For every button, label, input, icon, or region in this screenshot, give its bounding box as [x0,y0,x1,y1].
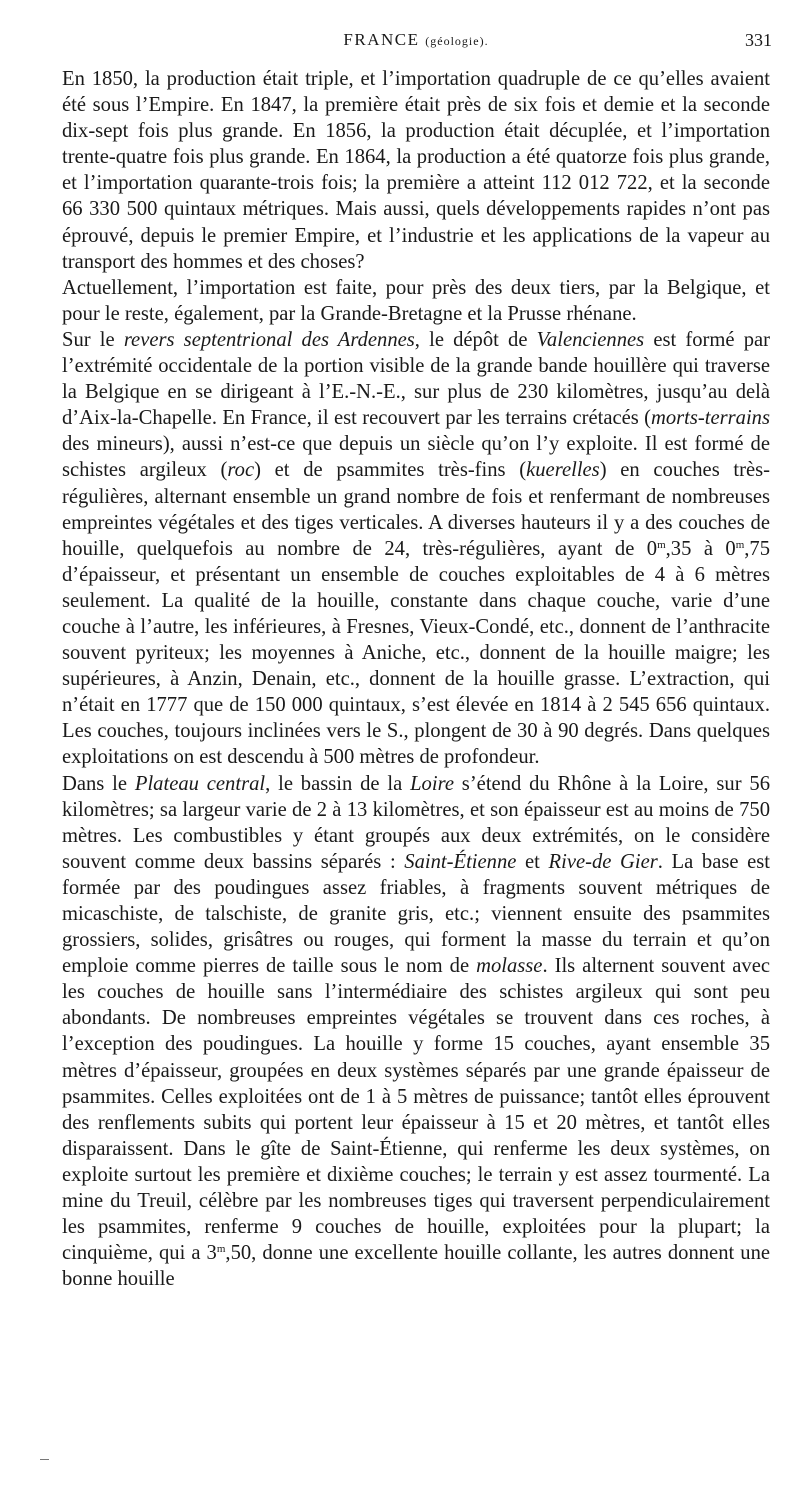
text-run: . La base est formée par des poudingues assez friables, à fragments souvent métriques de micaschiste, de talschiste, de granite gris, etc.; viennent ensuite des psammites grossiers, solides, grisâtres ou rouges, qui forment la masse du terrain et qu’on emploie comme pierres de taille sous le nom de [62,850,770,978]
running-title-sub: (géologie). [425,34,489,48]
paragraph [62,275,770,327]
italic-text: Plateau central [134,772,266,795]
text-run: Dans le [62,772,135,795]
text-run: des mineurs), aussi n’est-ce que depuis un siècle qu’on l’y exploite. Il est formé de schistes argileux ( [62,433,770,482]
text-run: est formé par l’extrémité occidentale de la portion visible de la grande bande houillère qui traverse la Belgique en se dirigeant à l’E.-N.-E., sur plus de 230 kilomètres, jusqu’au delà d’Aix-la-Chapelle. En France, il est recouvert par les terrains crétacés ( [62,328,770,430]
running-header [60,30,772,58]
italic-text: kuerelles [526,459,600,482]
text-run: Sur le [62,328,124,351]
italic-text: Valenciennes [536,328,645,351]
superscript: m [216,1243,226,1256]
text-run: ) et de psammites très-fins ( [254,459,527,482]
page-number: 331 [745,30,772,50]
paragraph [62,771,770,1293]
superscript: m [735,538,745,551]
italic-text: Rive-de Gier [548,850,658,873]
italic-text: Loire [410,772,454,795]
text-run: et [516,850,549,873]
paragraph [62,66,770,275]
italic-text: Saint-Étienne [404,850,517,873]
text-run: ,50, donne une excellente houille collante, les autres donnent une bonne houille [62,1242,771,1291]
italic-text: roc [227,459,255,482]
italic-text: morts-terrains [651,407,770,430]
body-text [62,66,770,1292]
running-title [60,30,772,50]
paragraph [62,327,770,771]
text-run: ,35 à 0 [665,537,736,560]
text-run: Actuellement, l’importation est faite, pour près des deux tiers, par la Belgique, et pour le reste, également, par la Grande-Bretagne et la Prusse rhénane. [62,276,770,325]
italic-text: molasse [476,955,543,978]
running-title-main: FRANCE [343,30,420,49]
text-run: , le bassin de la [265,772,411,795]
text-run: En 1850, la production était triple, et l’importation quadruple de ce qu’elles avaient été sous l’Empire. En 1847, la première était près de six fois et demie et la seconde dix-sept fois plus grande. En 1856, la production était décuplée, et l’importation trente-quatre fois plus grande. En 1864, la production a été quatorze fois plus grande, et l’importation quarante-trois fois; la première a atteint 112 012 722, et la seconde 66 330 500 quintaux métriques. Mais aussi, quels développements rapides n’ont pas éprouvé, depuis le premier Empire, et l’industrie et les applications de la vapeur au transport des hommes et des choses? [62,68,770,273]
margin-mark [40,1459,49,1460]
text-run: ,75 d’épaisseur, et présentant un ensemble de couches exploitables de 4 à 6 mètres seulement. La qualité de la houille, constante dans chaque couche, varie d’une couche à l’autre, les inférieures, à Fresnes, Vieux-Condé, etc., donnent de l’anthracite souvent pyriteux; les moyennes à Aniche, etc., donnent de la houille maigre; les supérieures, à Anzin, Denain, etc., donnent de la houille grasse. L’extraction, qui n’était en 1777 que de 150 000 quintaux, s’est élevée en 1814 à 2 545 656 quintaux. Les couches, toujours inclinées vers le S., plongent de 30 à 90 degrés. Dans quelques exploitations on est descendu à 500 mètres de profondeur. [62,537,770,769]
italic-text: revers septentrional des Ardennes [123,328,415,351]
text-run: ) en couches très-régulières, alternant ensemble un grand nombre de fois et renfermant de nombreuses empreintes végétales et des tiges verticales. A diverses hauteurs il y a des couches de houille, quelquefois au nombre de 24, très-régulières, ayant de 0 [62,459,770,560]
text-run: . Ils alternent souvent avec les couches de houille sans l’intermédiaire des schistes argileux qui sont peu abondants. De nombreuses empreintes végétales se trouvent dans ces roches, à l’exception des poudingues. La houille y forme 15 couches, ayant ensemble 35 mètres d’épaisseur, groupées en deux systèmes séparés par une grande épaisseur de psammites. Celles exploitées ont de 1 à 5 mètres de puissance; tantôt elles éprouvent des renflements subits qui portent leur épaisseur à 15 et 20 mètres, et tantôt elles disparaissent. Dans le gîte de Saint-Étienne, qui renferme les deux systèmes, on exploite surtout les première et dixième couches; le terrain y est assez tourmenté. La mine du Treuil, célèbre par les nombreuses tiges qui traversent perpendiculairement les psammites, renferme 9 couches de houille, exploitées pour la plupart; la cinquième, qui a 3 [62,955,770,1265]
text-run: s’étend du Rhône à la Loire, sur 56 kilomètres; sa largeur varie de 2 à 13 kilomètres, et son épaisseur est au moins de 750 mètres. Les combustibles y étant groupés aux deux extrémités, on le considère souvent comme deux bassins séparés : [62,772,771,873]
superscript: m [657,538,666,551]
text-run: , le dépôt de [414,328,537,351]
